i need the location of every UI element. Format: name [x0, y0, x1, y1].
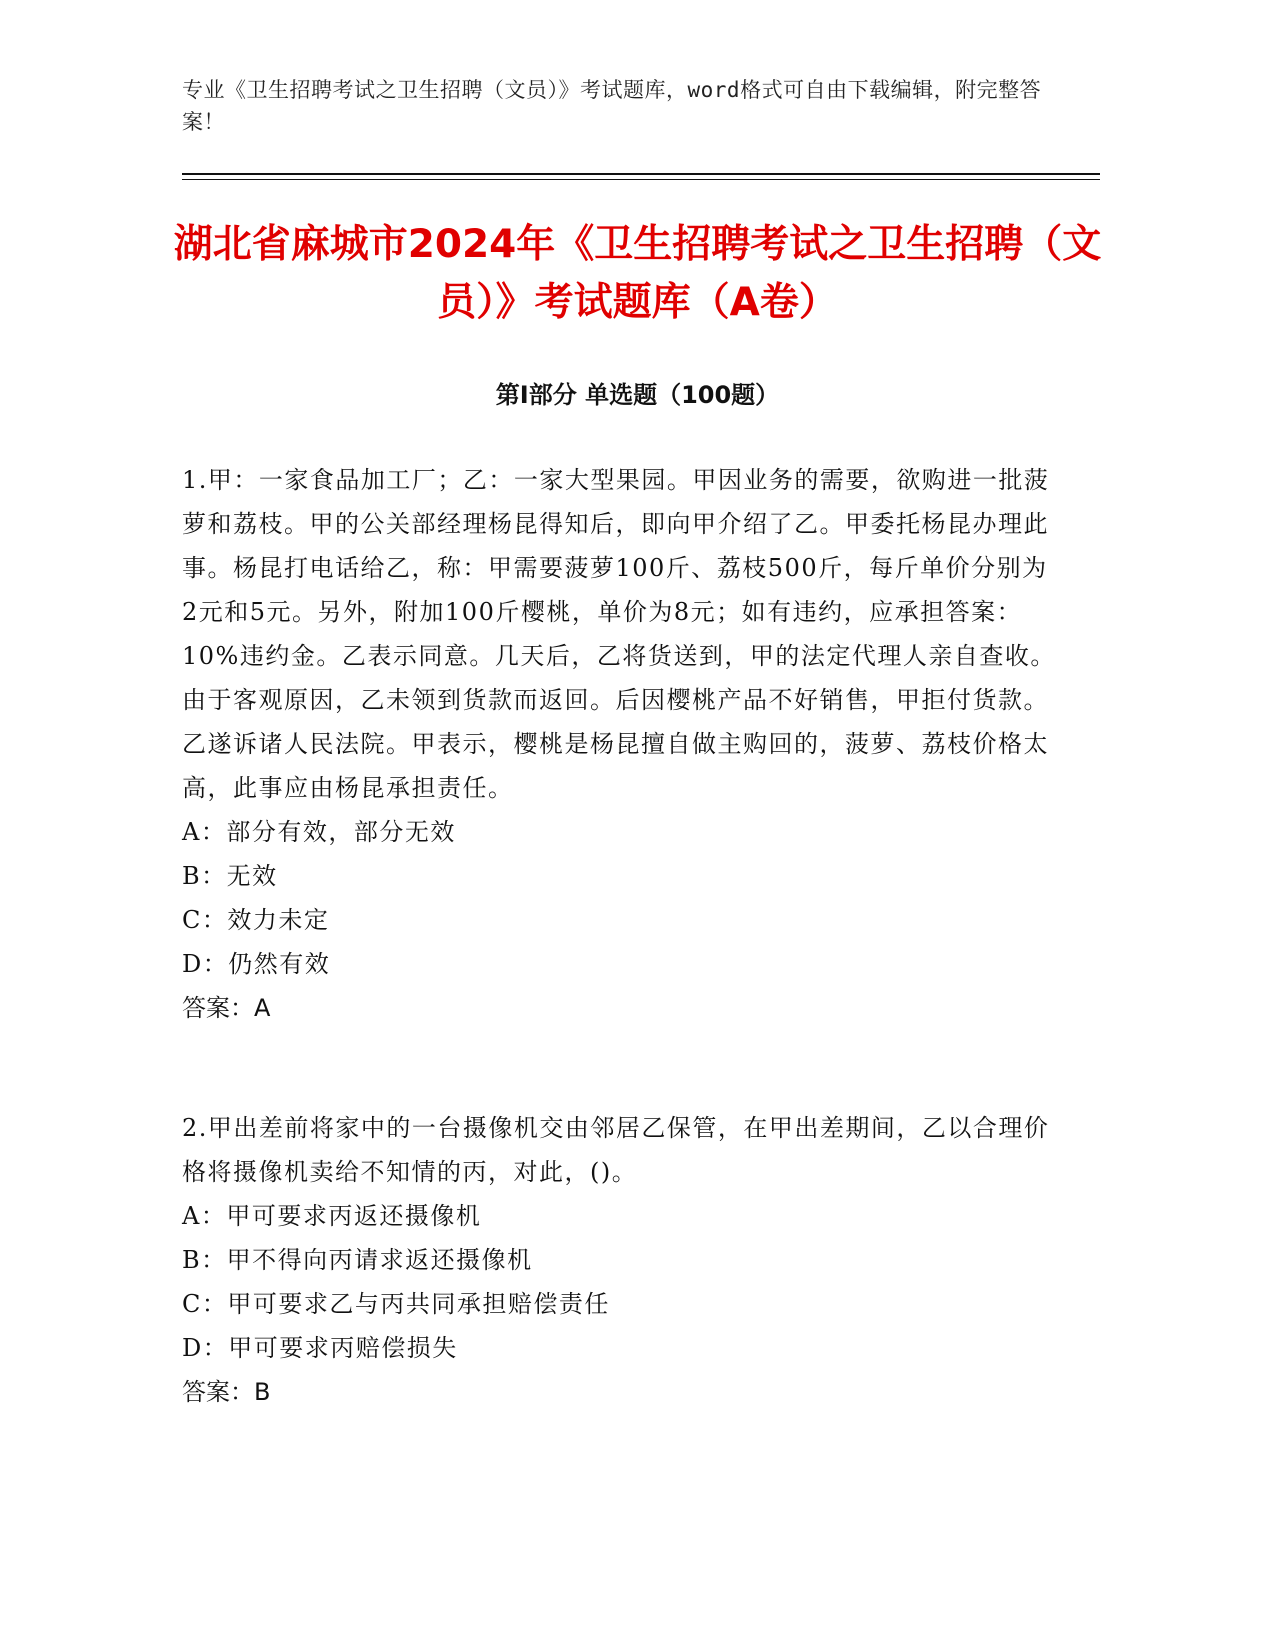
option-a: A：甲可要求丙返还摄像机: [182, 1202, 482, 1230]
option-b: B：甲不得向丙请求返还摄像机: [182, 1246, 533, 1274]
answer-line: 答案：A: [182, 994, 271, 1022]
option-a: A：部分有效，部分无效: [182, 818, 456, 846]
question-text: 2.甲出差前将家中的一台摄像机交由邻居乙保管，在甲出差期间，乙以合理价格将摄像机卖给不知情的丙，对此，()。: [182, 1114, 1050, 1186]
header-note: 专业《卫生招聘考试之卫生招聘（文员）》考试题库，word格式可自由下载编辑，附完整答案！: [182, 78, 1042, 134]
option-c: C：效力未定: [182, 906, 330, 934]
header-divider-thin: [182, 179, 1100, 180]
question-text: 1.甲：一家食品加工厂；乙：一家大型果园。甲因业务的需要，欲购进一批菠萝和荔枝。甲的公关部经理杨昆得知后，即向甲介绍了乙。甲委托杨昆办理此事。杨昆打电话给乙，称：甲需要菠萝100斤、荔枝500斤，每斤单价分别为2元和5元。另外，附加100斤樱桃，单价为8元；如有违约，应承担答案：10%违约金。乙表示同意。几天后，乙将货送到，甲的法定代理人亲自查收。由于客观原因，乙未领到货款而返回。后因樱桃产品不好销售，甲拒付货款。乙遂诉诸人民法院。甲表示，樱桃是杨昆擅自做主购回的，菠萝、荔枝价格太高，此事应由杨昆承担责任。: [182, 466, 1056, 802]
header-divider-thick: [182, 173, 1100, 175]
option-d: D：甲可要求丙赔偿损失: [182, 1334, 458, 1362]
section-title: 第Ⅰ部分 单选题（100题）: [495, 381, 780, 409]
question-item: [182, 458, 1062, 1030]
option-c: C：甲可要求乙与丙共同承担赔偿责任: [182, 1290, 610, 1318]
answer-line: 答案：B: [182, 1378, 271, 1406]
question-item: [182, 1106, 1062, 1414]
option-d: D：仍然有效: [182, 950, 331, 978]
document-title: 湖北省麻城市2024年《卫生招聘考试之卫生招聘（文员）》考试题库（A卷）: [173, 222, 1102, 325]
option-b: B：无效: [182, 862, 278, 890]
